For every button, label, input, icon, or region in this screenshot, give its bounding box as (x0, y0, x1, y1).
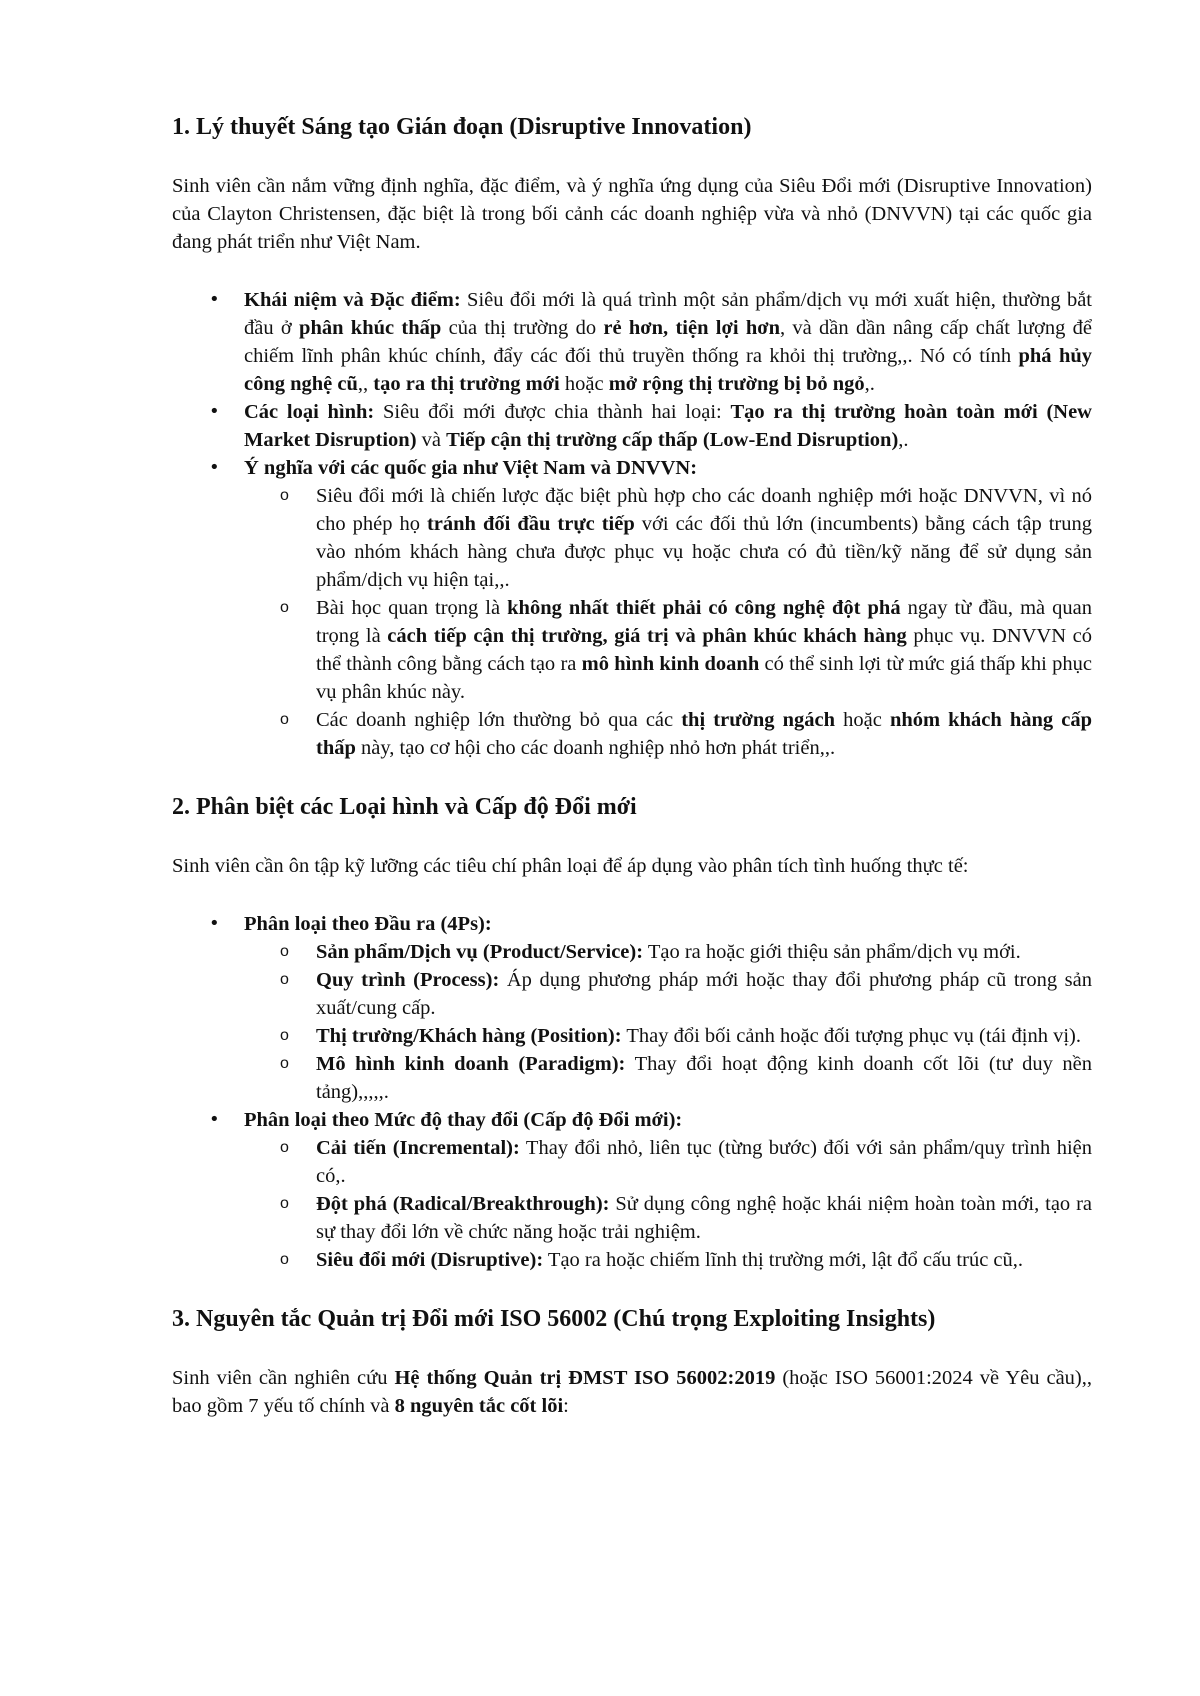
sub-item: o Siêu đổi mới (Disruptive): Tạo ra hoặc chiếm lĩnh thị trường mới, lật đổ cấu trúc cũ,. (316, 1246, 1092, 1274)
section-2-title: 2. Phân biệt các Loại hình và Cấp độ Đổi mới (172, 794, 637, 820)
sub-item: o Đột phá (Radical/Breakthrough): Sử dụng công nghệ hoặc khái niệm hoàn toàn mới, tạo ra sự thay đổi lớn về chức năng hoặc trải nghiệm. (316, 1190, 1092, 1246)
output-subitems (244, 938, 1092, 1106)
section-1-bullets (172, 286, 1092, 762)
sub-item: o Mô hình kinh doanh (Paradigm): Thay đổi hoạt động kinh doanh cốt lõi (tư duy nền tảng),,,,,. (316, 1050, 1092, 1106)
sub-item: o Các doanh nghiệp lớn thường bỏ qua các thị trường ngách hoặc nhóm khách hàng cấp thấp này, tạo cơ hội cho các doanh nghiệp nhỏ hơn phát triển,,. (316, 706, 1092, 762)
significance-subitems (244, 482, 1092, 762)
bullet-significance: • Ý nghĩa với các quốc gia như Việt Nam và DNVVN: o Siêu đổi mới là chiến lược đặc biệt phù hợp cho các doanh nghiệp mới hoặc DNVVN, vì nó cho phép họ tránh đối đầu trực tiếp với các đối thủ lớn (incumbents) bằng cách tập trung vào nhóm khách hàng chưa được phục vụ hoặc chưa có đủ tiền/kỹ năng để sử dụng sản phẩm/dịch vụ hiện tại,,. o Bài học quan trọng là không nhất thiết phải có công nghệ đột phá ngay từ đầu, mà quan trọng là cách tiếp cận thị trường, giá trị và phân khúc khách hàng phục vụ. DNVVN có thể thành công bằng cách tạo ra mô hình kinh doanh có thể sinh lợi từ mức giá thấp khi phục vụ phân khúc này. o Các doanh nghiệp lớn thường bỏ qua các thị trường ngách hoặc nhóm khách hàng cấp thấp này, tạo cơ hội cho các doanh nghiệp nhỏ hơn phát triển,,. (244, 454, 1092, 762)
level-subitems (244, 1134, 1092, 1274)
sub-item: o Siêu đổi mới là chiến lược đặc biệt phù hợp cho các doanh nghiệp mới hoặc DNVVN, vì nó cho phép họ tránh đối đầu trực tiếp với các đối thủ lớn (incumbents) bằng cách tập trung vào nhóm khách hàng chưa được phục vụ hoặc chưa có đủ tiền/kỹ năng để sử dụng sản phẩm/dịch vụ hiện tại,,. (316, 482, 1092, 594)
sub-item: o Quy trình (Process): Áp dụng phương pháp mới hoặc thay đổi phương pháp cũ trong sản xuất/cung cấp. (316, 966, 1092, 1022)
section-1-intro: Sinh viên cần nắm vững định nghĩa, đặc điểm, và ý nghĩa ứng dụng của Siêu Đổi mới (Disruptive Innovation) của Clayton Christensen, đặc biệt là trong bối cảnh các doanh nghiệp vừa và nhỏ (DNVVN) tại các quốc gia đang phát triển như Việt Nam. (172, 175, 1092, 253)
section-1-title: 1. Lý thuyết Sáng tạo Gián đoạn (Disruptive Innovation) (172, 114, 752, 140)
section-3-title: 3. Nguyên tắc Quản trị Đổi mới ISO 56002 (Chú trọng Exploiting Insights) (172, 1306, 936, 1332)
section-3-intro: Sinh viên cần nghiên cứu Hệ thống Quản trị ĐMST ISO 56002:2019 (hoặc ISO 56001:2024 về Yêu cầu),, bao gồm 7 yếu tố chính và 8 nguyên tắc cốt lõi: (172, 1367, 1092, 1417)
sub-item: o Bài học quan trọng là không nhất thiết phải có công nghệ đột phá ngay từ đầu, mà quan trọng là cách tiếp cận thị trường, giá trị và phân khúc khách hàng phục vụ. DNVVN có thể thành công bằng cách tạo ra mô hình kinh doanh có thể sinh lợi từ mức giá thấp khi phục vụ phân khúc này. (316, 594, 1092, 706)
sub-item: o Thị trường/Khách hàng (Position): Thay đổi bối cảnh hoặc đối tượng phục vụ (tái định vị). (316, 1022, 1092, 1050)
section-2-intro: Sinh viên cần ôn tập kỹ lưỡng các tiêu chí phân loại để áp dụng vào phân tích tình huống thực tế: (172, 855, 969, 877)
bullet-types: • Các loại hình: Siêu đổi mới được chia thành hai loại: Tạo ra thị trường hoàn toàn mới (New Market Disruption) và Tiếp cận thị trường cấp thấp (Low-End Disruption),. (244, 398, 1092, 454)
bullet-concept: • Khái niệm và Đặc điểm: Siêu đổi mới là quá trình một sản phẩm/dịch vụ mới xuất hiện, thường bắt đầu ở phân khúc thấp của thị trường do rẻ hơn, tiện lợi hơn, và dần dần nâng cấp chất lượng để chiếm lĩnh phân khúc chính, đẩy các đối thủ truyền thống ra khỏi thị trường,,. Nó có tính phá hủy công nghệ cũ,, tạo ra thị trường mới hoặc mở rộng thị trường bị bỏ ngỏ,. (244, 286, 1092, 398)
bullet-change-level: • Phân loại theo Mức độ thay đổi (Cấp độ Đổi mới): o Cải tiến (Incremental): Thay đổi nhỏ, liên tục (từng bước) đối với sản phẩm/quy trình hiện có,. o Đột phá (Radical/Breakthrough): Sử dụng công nghệ hoặc khái niệm hoàn toàn mới, tạo ra sự thay đổi lớn về chức năng hoặc trải nghiệm. o Siêu đổi mới (Disruptive): Tạo ra hoặc chiếm lĩnh thị trường mới, lật đổ cấu trúc cũ,. (244, 1106, 1092, 1274)
sub-item: o Sản phẩm/Dịch vụ (Product/Service): Tạo ra hoặc giới thiệu sản phẩm/dịch vụ mới. (316, 938, 1092, 966)
document-page (172, 112, 1092, 1450)
sub-item: o Cải tiến (Incremental): Thay đổi nhỏ, liên tục (từng bước) đối với sản phẩm/quy trình hiện có,. (316, 1134, 1092, 1190)
bullet-output-4ps: • Phân loại theo Đầu ra (4Ps): o Sản phẩm/Dịch vụ (Product/Service): Tạo ra hoặc giới thiệu sản phẩm/dịch vụ mới. o Quy trình (Process): Áp dụng phương pháp mới hoặc thay đổi phương pháp cũ trong sản xuất/cung cấp. o Thị trường/Khách hàng (Position): Thay đổi bối cảnh hoặc đối tượng phục vụ (tái định vị). o Mô hình kinh doanh (Paradigm): Thay đổi hoạt động kinh doanh cốt lõi (tư duy nền tảng),,,,,. (244, 910, 1092, 1106)
section-2-bullets (172, 910, 1092, 1274)
